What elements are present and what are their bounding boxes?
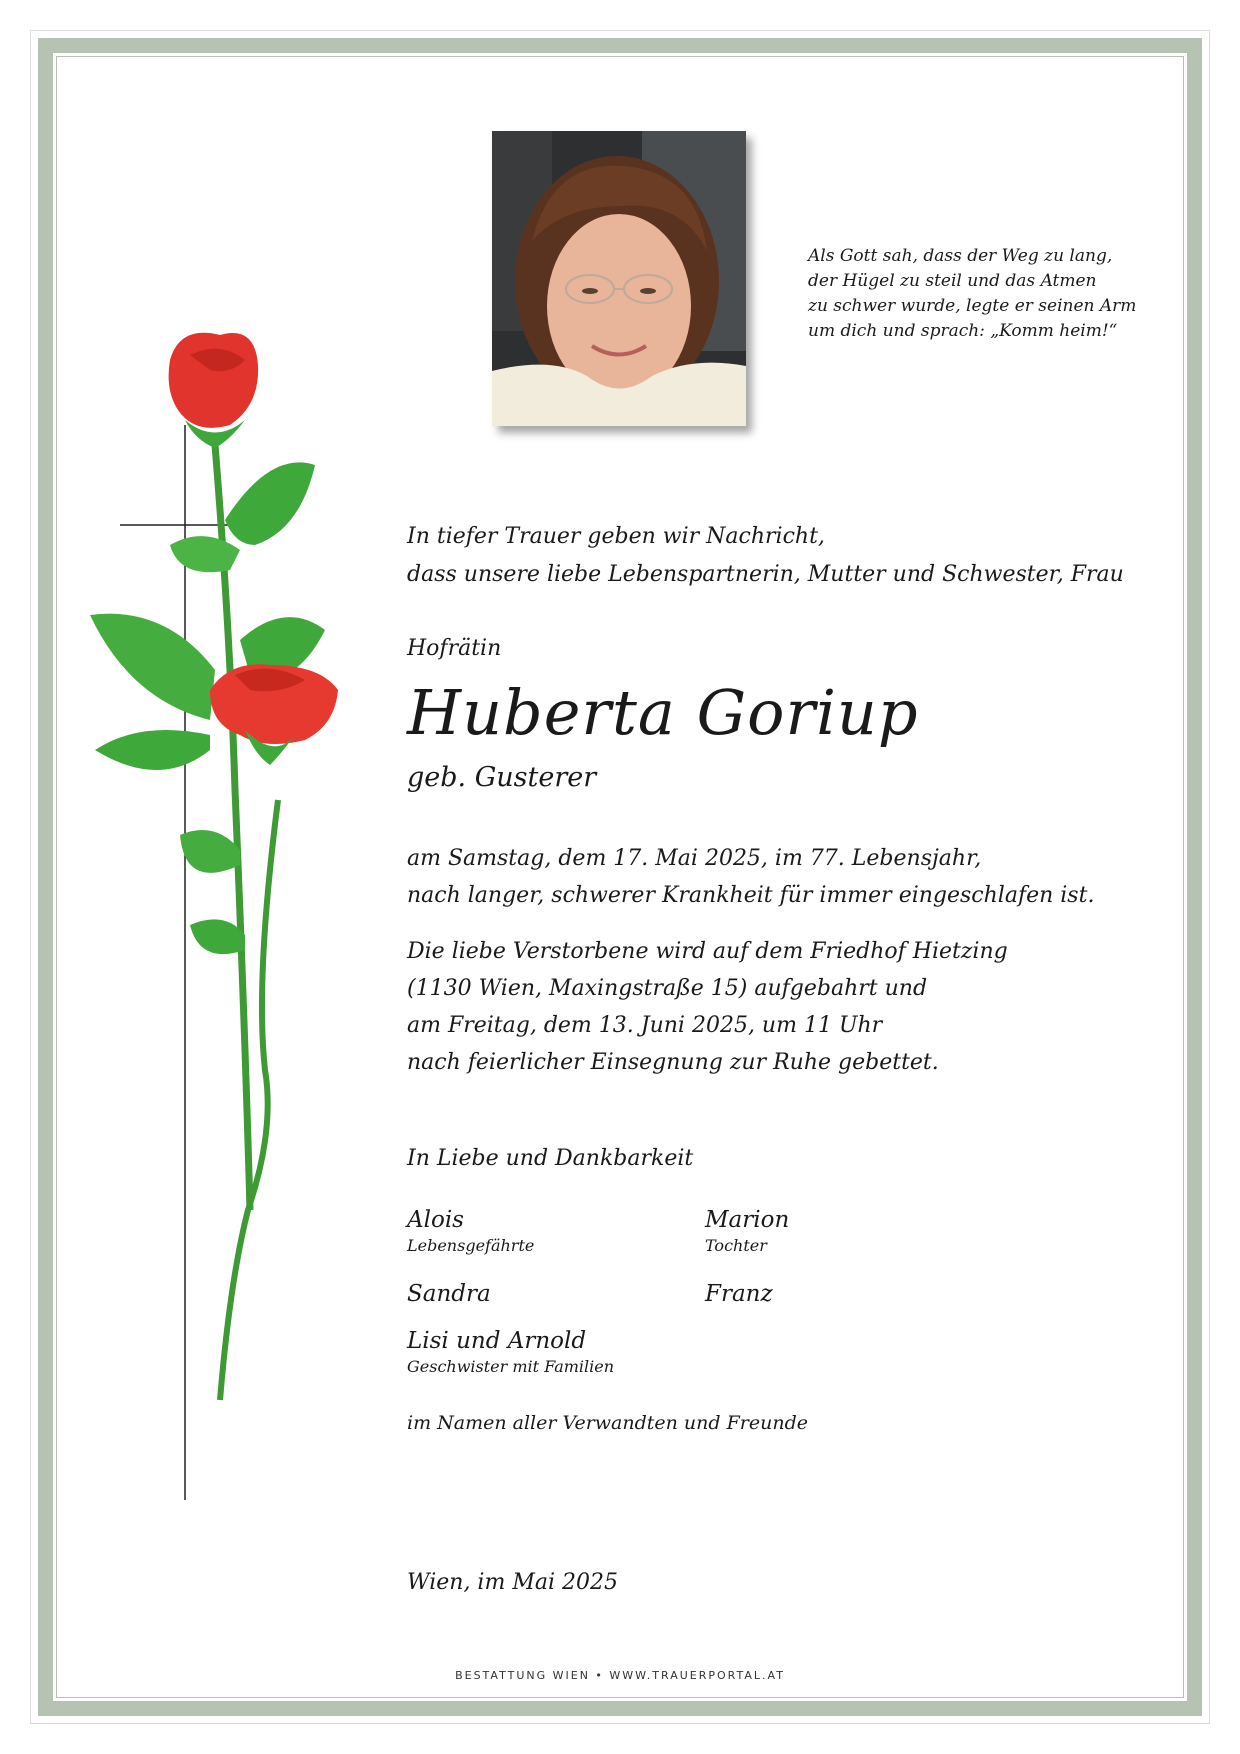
- funeral-info: [407, 933, 1008, 1081]
- mourner-name: Franz: [705, 1281, 773, 1307]
- rose-cross-illustration: [80, 330, 370, 1500]
- poem-line: der Hügel zu steil und das Atmen: [808, 271, 1097, 291]
- mourner: [407, 1279, 491, 1309]
- poem-line: um dich und sprach: „Komm heim!“: [808, 321, 1118, 341]
- mourner-name: Sandra: [407, 1281, 491, 1307]
- on-behalf-text: im Namen aller Verwandten und Freunde: [407, 1412, 808, 1434]
- mourner-relation: Geschwister mit Familien: [407, 1357, 615, 1376]
- footer-credit: BESTATTUNG WIEN • WWW.TRAUERPORTAL.AT: [455, 1669, 785, 1682]
- intro-line: dass unsere liebe Lebenspartnerin, Mutter und Schwester, Frau: [407, 562, 1124, 587]
- funeral-line: am Freitag, dem 13. Juni 2025, um 11 Uhr: [407, 1013, 883, 1038]
- mourner-name: Lisi und Arnold: [407, 1328, 587, 1354]
- funeral-line: (1130 Wien, Maxingstraße 15) aufgebahrt und: [407, 976, 928, 1001]
- poem-line: zu schwer wurde, legte er seinen Arm: [808, 296, 1137, 316]
- mourner: [407, 1205, 534, 1257]
- funeral-line: nach feierlicher Einsegnung zur Ruhe gebettet.: [407, 1050, 939, 1075]
- deceased-name: Huberta Goriup: [407, 676, 919, 749]
- intro-text: [407, 518, 1124, 594]
- death-notice: [407, 840, 1094, 914]
- birth-name: geb. Gusterer: [407, 762, 597, 793]
- mourner: [705, 1279, 773, 1309]
- poem-line: Als Gott sah, dass der Weg zu lang,: [808, 246, 1113, 266]
- death-notice-line: am Samstag, dem 17. Mai 2025, im 77. Lebensjahr,: [407, 846, 982, 871]
- poem: [808, 244, 1168, 344]
- funeral-line: Die liebe Verstorbene wird auf dem Friedhof Hietzing: [407, 939, 1008, 964]
- mourner-relation: Tochter: [705, 1236, 767, 1255]
- death-notice-line: nach langer, schwerer Krankheit für immer eingeschlafen ist.: [407, 883, 1095, 908]
- place-date: Wien, im Mai 2025: [407, 1570, 618, 1595]
- mourner-name: Marion: [705, 1207, 790, 1233]
- intro-line: In tiefer Trauer geben wir Nachricht,: [407, 524, 825, 549]
- mourner-relation: Lebensgefährte: [407, 1236, 535, 1255]
- mourner-name: Alois: [407, 1207, 464, 1233]
- mourner: [705, 1205, 789, 1257]
- portrait-photo: [492, 131, 746, 426]
- mourner: [407, 1326, 614, 1378]
- closing-text: In Liebe und Dankbarkeit: [407, 1146, 694, 1171]
- honorific-title: Hofrätin: [407, 636, 502, 661]
